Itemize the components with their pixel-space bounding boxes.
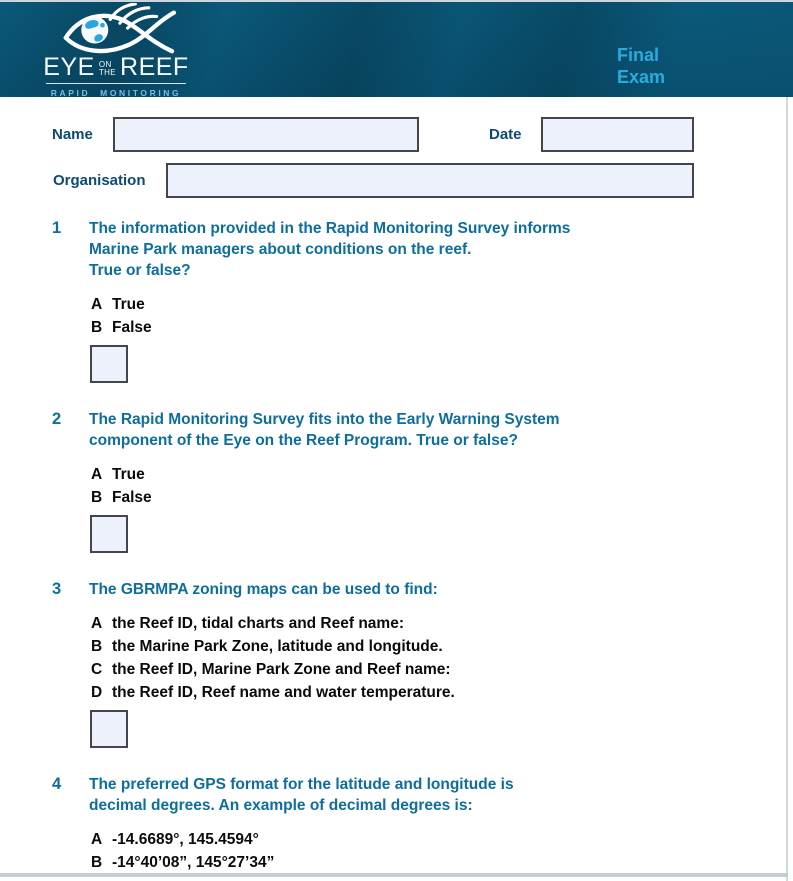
name-label: Name bbox=[52, 126, 93, 143]
name-input[interactable] bbox=[113, 117, 419, 152]
question-number: 2 bbox=[52, 410, 62, 428]
question-text-line: The GBRMPA zoning maps can be used to find: bbox=[89, 581, 438, 598]
option-text: the Reef ID, Marine Park Zone and Reef name: bbox=[112, 660, 451, 678]
option-letter: C bbox=[91, 660, 103, 678]
option-3A bbox=[89, 612, 455, 635]
organisation-label: Organisation bbox=[53, 172, 146, 189]
question-body bbox=[89, 579, 455, 748]
option-1B bbox=[89, 316, 570, 339]
question-number: 4 bbox=[52, 775, 62, 793]
option-letter: A bbox=[91, 830, 103, 848]
brand-on: ON bbox=[98, 60, 112, 69]
question-1 bbox=[52, 218, 793, 383]
exam-title-line2: Exam bbox=[617, 67, 666, 87]
organisation-input[interactable] bbox=[166, 163, 694, 198]
question-text-line: The information provided in the Rapid Monitoring Survey informs bbox=[89, 220, 571, 237]
options-list bbox=[89, 293, 570, 339]
question-text-line: True or false? bbox=[89, 262, 191, 279]
question-text-line: The preferred GPS format for the latitude and longitude is bbox=[89, 776, 514, 793]
question-number: 3 bbox=[52, 580, 62, 598]
brand-on-the bbox=[99, 61, 116, 79]
option-text: -14°40’08”, 145°27’34” bbox=[112, 853, 275, 871]
option-text: the Reef ID, tidal charts and Reef name: bbox=[112, 614, 404, 632]
answer-box-q2[interactable] bbox=[90, 515, 128, 553]
option-4A bbox=[89, 828, 514, 851]
option-2A bbox=[89, 463, 560, 486]
question-4 bbox=[52, 774, 793, 874]
option-text: False bbox=[112, 318, 152, 336]
page-bottom-edge bbox=[0, 873, 788, 877]
name-date-row bbox=[52, 117, 793, 152]
option-2B bbox=[89, 486, 560, 509]
option-text: True bbox=[112, 465, 145, 483]
option-text: True bbox=[112, 295, 145, 313]
option-letter: A bbox=[91, 614, 103, 632]
option-letter: B bbox=[91, 488, 103, 506]
organisation-row bbox=[53, 163, 793, 198]
question-body bbox=[89, 774, 514, 874]
question-3 bbox=[52, 579, 793, 748]
form-content bbox=[0, 97, 793, 874]
option-letter: B bbox=[91, 637, 103, 655]
options-list bbox=[89, 463, 560, 509]
option-text: the Marine Park Zone, latitude and longitude. bbox=[112, 637, 443, 655]
eye-on-the-reef-logo bbox=[43, 3, 189, 98]
question-number: 1 bbox=[52, 219, 62, 237]
option-1A bbox=[89, 293, 570, 316]
question-body bbox=[89, 218, 570, 383]
header-banner bbox=[0, 0, 793, 97]
brand-divider bbox=[46, 83, 186, 84]
options-list bbox=[89, 612, 455, 704]
page-top-edge bbox=[0, 0, 793, 2]
option-text: -14.6689°, 145.4594° bbox=[112, 830, 259, 848]
brand-reef: REEF bbox=[120, 53, 189, 81]
option-text: the Reef ID, Reef name and water temperature. bbox=[112, 683, 455, 701]
option-text: False bbox=[112, 488, 152, 506]
option-letter: A bbox=[91, 295, 103, 313]
option-letter: B bbox=[91, 318, 103, 336]
question-text-line: The Rapid Monitoring Survey fits into the Early Warning System bbox=[89, 411, 560, 428]
option-3B bbox=[89, 635, 455, 658]
brand-eye: EYE bbox=[43, 53, 95, 81]
question-text-line: Marine Park managers about conditions on the reef. bbox=[89, 241, 472, 258]
question-text-line: component of the Eye on the Reef Program. True or false? bbox=[89, 432, 518, 449]
brand-the: THE bbox=[98, 68, 117, 77]
option-letter: B bbox=[91, 853, 103, 871]
date-label: Date bbox=[489, 126, 522, 143]
exam-title-line1: Final bbox=[617, 45, 660, 65]
exam-title bbox=[617, 44, 665, 88]
option-3D bbox=[89, 681, 455, 704]
question-body bbox=[89, 409, 560, 553]
question-text-line: decimal degrees. An example of decimal degrees is: bbox=[89, 797, 473, 814]
option-3C bbox=[89, 658, 455, 681]
answer-box-q1[interactable] bbox=[90, 345, 128, 383]
questions bbox=[0, 218, 793, 874]
date-input[interactable] bbox=[541, 117, 694, 152]
eye-reef-icon bbox=[50, 3, 182, 59]
page-right-edge bbox=[786, 97, 788, 881]
brand-wordmark bbox=[43, 53, 189, 81]
answer-box-q3[interactable] bbox=[90, 710, 128, 748]
option-4B bbox=[89, 851, 514, 874]
option-letter: A bbox=[91, 465, 103, 483]
brand-subtitle: RAPID MONITORING bbox=[50, 88, 182, 98]
options-list bbox=[89, 828, 514, 874]
question-2 bbox=[52, 409, 793, 553]
option-letter: D bbox=[91, 683, 103, 701]
